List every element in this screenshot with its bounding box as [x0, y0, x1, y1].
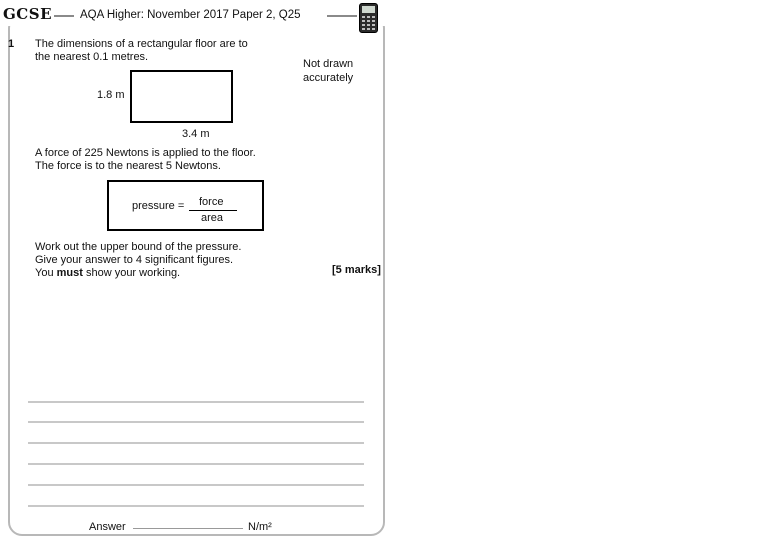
answer-label: Answer: [89, 521, 126, 533]
formula-denominator: area: [201, 212, 224, 224]
header-title: AQA Higher: November 2017 Paper 2, Q25: [80, 9, 301, 21]
task-line-3-pre: You: [35, 267, 57, 279]
working-line[interactable]: [28, 442, 364, 444]
formula-box: [107, 180, 264, 231]
not-drawn-line-2: accurately: [303, 72, 354, 84]
force-line-1: A force of 225 Newtons is applied to the floor.: [35, 147, 256, 159]
working-line[interactable]: [28, 505, 364, 507]
rectangle-height-label: 1.8 m: [97, 89, 125, 101]
calculator-icon: [359, 3, 378, 33]
not-drawn-line-1: Not drawn: [303, 58, 354, 70]
working-line[interactable]: [28, 421, 364, 423]
gcse-logo: GCSE: [3, 5, 53, 23]
working-line[interactable]: [28, 401, 364, 403]
header-rule-right: [327, 15, 357, 17]
answer-input-line[interactable]: [133, 528, 243, 529]
formula-numerator: force: [199, 196, 224, 208]
task-line-3-bold: must: [56, 267, 83, 279]
task-line-3: [35, 267, 180, 279]
floor-rectangle: [130, 70, 233, 123]
force-line-2: The force is to the nearest 5 Newtons.: [35, 160, 221, 172]
intro-line-1: The dimensions of a rectangular floor are to: [35, 38, 248, 50]
formula-lhs: pressure =: [132, 200, 185, 212]
working-line[interactable]: [28, 463, 364, 465]
question-number: 1: [8, 38, 15, 50]
fraction-bar: [189, 210, 237, 211]
task-line-1: Work out the upper bound of the pressure.: [35, 241, 242, 253]
task-line-3-post: show your working.: [82, 267, 181, 279]
intro-line-2: the nearest 0.1 metres.: [35, 51, 149, 63]
rectangle-width-label: 3.4 m: [182, 128, 210, 140]
task-line-2: Give your answer to 4 significant figures.: [35, 254, 234, 266]
marks-label: [5 marks]: [332, 264, 381, 276]
answer-units: N/m²: [248, 521, 272, 533]
working-line[interactable]: [28, 484, 364, 486]
header-rule-left: [54, 15, 74, 17]
